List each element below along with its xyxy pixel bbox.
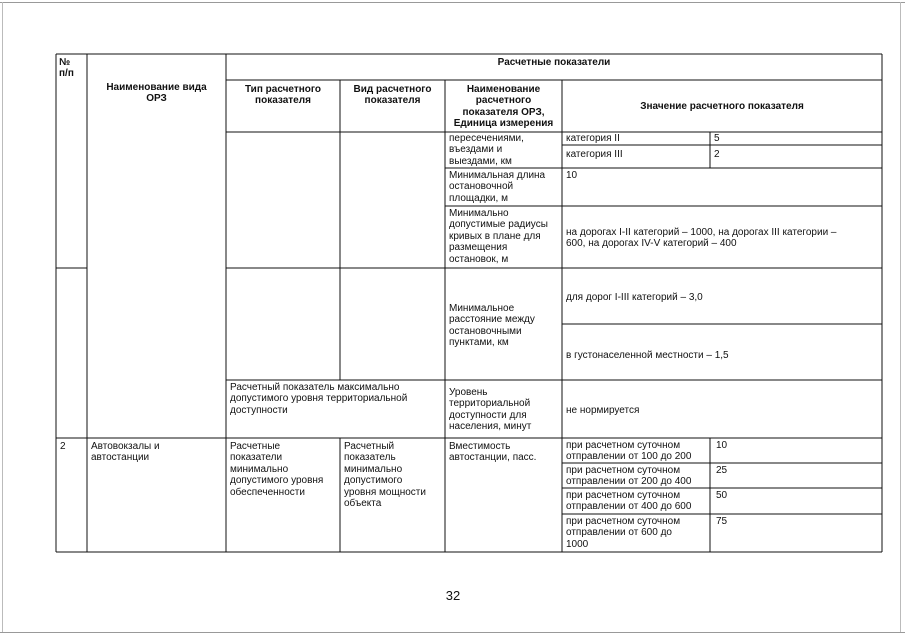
min-length-label: Минимальная длина остановочной площадки, м (449, 170, 546, 204)
min-distance-value-1: для дорог I-III категорий – 3,0 (566, 292, 703, 303)
indicator-intersections: пересечениями, въездами и выездами, км (449, 133, 524, 167)
capacity-row-2-label: при расчетном суточном отправлении от 200 до 400 (566, 465, 692, 488)
category-3-label: категория III (566, 149, 623, 160)
header-group: Расчетные показатели (497, 57, 611, 68)
row-2-kind: Расчетный показатель минимально допустимого уровня мощности объекта (344, 441, 426, 510)
header-name: Наименование вида ОРЗ (106, 82, 207, 105)
capacity-row-1-label: при расчетном суточном отправлении от 100 до 200 (566, 440, 692, 463)
page-number: 32 (445, 588, 461, 603)
capacity-row-3-label: при расчетном суточном отправлении от 400 до 600 (566, 490, 692, 513)
access-level-value: не нормируется (566, 405, 640, 416)
max-access-label: Расчетный показатель максимально допустимого уровня территориальной доступности (230, 382, 408, 416)
row-2-type: Расчетные показатели минимально допустимого уровня обеспеченности (230, 441, 324, 498)
header-no: № п/п (59, 57, 74, 80)
capacity-row-1-value: 10 (716, 440, 728, 451)
capacity-row-4-label: при расчетном суточном отправлении от 600 до 1000 (566, 516, 681, 550)
category-3-value: 2 (714, 149, 720, 160)
capacity-row-2-value: 25 (716, 465, 728, 476)
min-radius-label: Минимально допустимые радиусы кривых в плане для размещения остановок, м (449, 208, 548, 265)
category-2-value: 5 (714, 133, 720, 144)
min-length-value: 10 (566, 170, 578, 181)
access-level-label: Уровень территориальной доступности для населения, минут (449, 387, 532, 433)
category-2-label: категория II (566, 133, 620, 144)
min-distance-value-2: в густонаселенной местности – 1,5 (566, 350, 729, 361)
min-distance-label: Минимальное расстояние между остановочными пунктами, км (449, 303, 535, 349)
row-2-name: Автовокзалы и автостанции (91, 441, 160, 464)
capacity-row-4-value: 75 (716, 516, 728, 527)
header-kind: Вид расчетного показателя (353, 84, 432, 107)
row-2-number: 2 (60, 441, 66, 452)
header-value: Значение расчетного показателя (640, 101, 804, 112)
capacity-row-3-value: 50 (716, 490, 728, 501)
min-radius-value: на дорогах I-II категорий – 1000, на дорогах III категории – 600, на дорогах IV-V категорий – 400 (566, 227, 837, 250)
header-type: Тип расчетного показателя (244, 84, 322, 107)
header-indicator: Наименование расчетного показателя ОРЗ, Единица измерения (453, 84, 554, 130)
row-2-indicator: Вместимость автостанции, пасс. (449, 441, 537, 464)
